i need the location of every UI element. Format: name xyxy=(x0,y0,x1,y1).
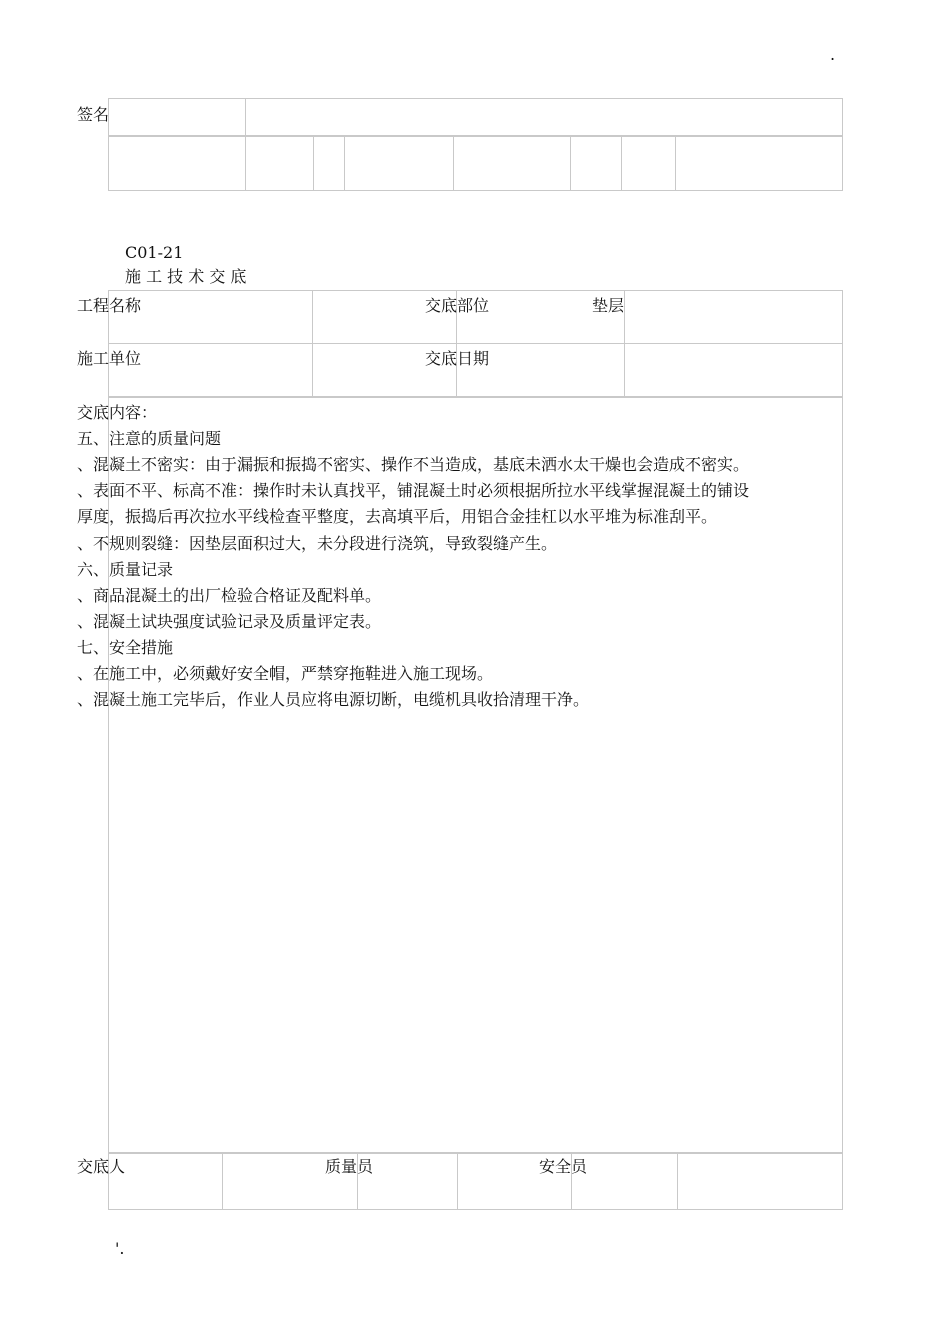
content-label: 交底内容： xyxy=(77,403,158,422)
unit-label: 施工单位 xyxy=(77,349,142,368)
content-line: 六、质量记录 xyxy=(77,560,174,579)
signature-label: 签名 xyxy=(77,105,110,124)
part-value: 垫层 xyxy=(592,296,625,315)
content-line: 、不规则裂缝：因垫层面积过大，未分段进行浇筑，导致裂缝产生。 xyxy=(77,534,558,553)
page-mark-top: . xyxy=(830,45,836,64)
date-label: 交底日期 xyxy=(425,349,490,368)
content-line: 、混凝土试块强度试验记录及质量评定表。 xyxy=(77,612,382,631)
content-line: 、混凝土施工完毕后，作业人员应将电源切断，电缆机具收拾清理干净。 xyxy=(77,690,590,709)
content-line: 、表面不平、标高不准：操作时未认真找平，铺混凝土时必须根据所拉水平线掌握混凝土的铺设 xyxy=(77,481,750,500)
page-mark-bottom: '. xyxy=(115,1239,125,1258)
content-line: 、在施工中，必须戴好安全帽，严禁穿拖鞋进入施工现场。 xyxy=(77,664,494,683)
content-line: 、混凝土不密实：由于漏振和振捣不密实、操作不当造成，基底未洒水太干燥也会造成不密实。 xyxy=(77,455,750,474)
quality-inspector-label: 质量员 xyxy=(325,1157,374,1176)
content-line: 、商品混凝土的出厂检验合格证及配料单。 xyxy=(77,586,382,605)
discloser-label: 交底人 xyxy=(77,1157,126,1176)
content-line: 七、安全措施 xyxy=(77,638,174,657)
doc-code: C01-21 xyxy=(125,243,184,262)
doc-title: 施 工 技 术 交 底 xyxy=(125,267,247,286)
project-name-label: 工程名称 xyxy=(77,296,142,315)
part-label: 交底部位 xyxy=(425,296,490,315)
content-line: 厚度，振捣后再次拉水平线检查平整度，去高填平后，用铝合金挂杠以水平堆为标准刮平。 xyxy=(77,507,718,526)
content-line: 五、注意的质量问题 xyxy=(77,429,222,448)
signature-row xyxy=(108,98,843,136)
signature-cells-row xyxy=(108,136,843,191)
safety-officer-label: 安全员 xyxy=(539,1157,588,1176)
